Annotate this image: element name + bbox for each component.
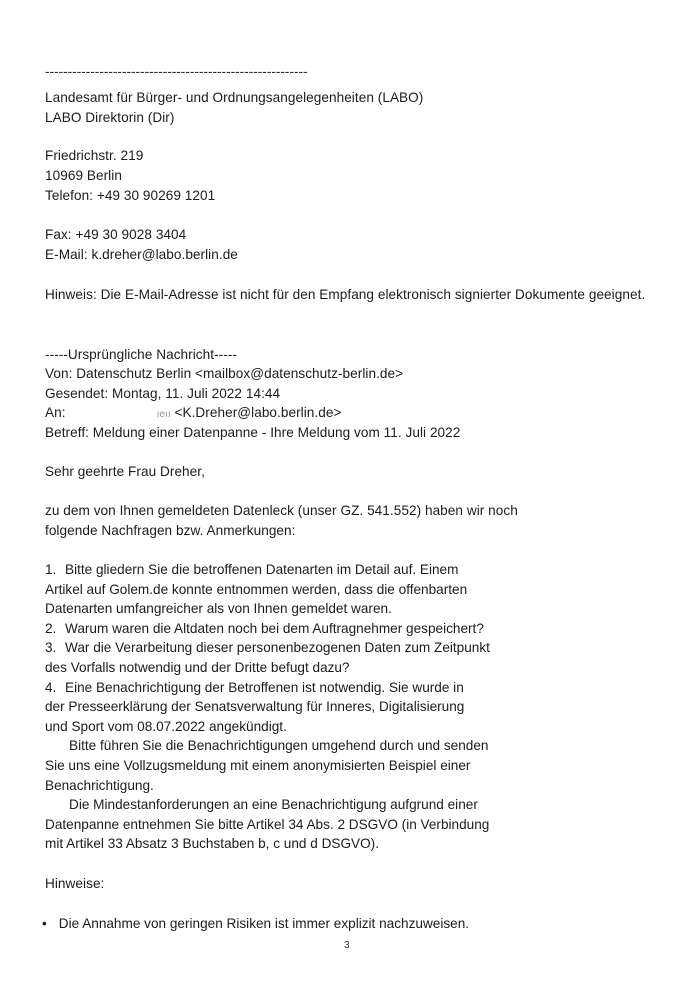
original-subject: Betreff: Meldung einer Datenpanne - Ihre Meldung vom 11. Juli 2022 [45,425,461,440]
original-from: Von: Datenschutz Berlin <mailbox@datenschutz-berlin.de> [45,366,404,381]
original-to-address: <K.Dreher@labo.berlin.de> [174,405,342,420]
original-sent: Gesendet: Montag, 11. Juli 2022 14:44 [45,386,281,401]
sender-street: Friedrichstr. 219 [45,148,144,163]
intro-line-1: zu dem von Ihnen gemeldeten Datenleck (unser GZ. 541.552) haben wir noch [45,503,518,518]
original-message-heading: -----Ursprüngliche Nachricht----- [45,347,237,362]
email-notice: Hinweis: Die E-Mail-Adresse ist nicht für den Empfang elektronisch signierter Dokumente geeignet. [45,287,646,302]
page-number: 3 [344,940,350,951]
sender-email: E-Mail: k.dreher@labo.berlin.de [45,247,238,262]
requirements-paragraph: Die Mindestanforderungen an eine Benachrichtigung aufgrund einer [69,797,478,813]
question-list: 1. Bitte gliedern Sie die betroffenen Datenarten im Detail auf. Einem Artikel auf Golem.de konnte entnommen werden, dass die offenbarten Datenarten umfangreicher als von Ihnen gemeldet waren. 2. Warum waren die Altdaten noch bei dem Auftragnehmer gespeichert? 3. War die Verarbeitung dieser personenbezogenen Daten zum Zeitpunkt des Vorfalls notwendig und der Dritte befugt dazu? 4. Eine Benachrichtigung der Betroffenen ist notwendig. Sie wurde in der Presseerklärung der Senatsverwaltung für Inneres, Digitalisierung und Sport vom 08.07.2022 angekündigt. Bitte führen Sie die Benachrichtigungen umgehend durch und senden Sie uns eine Vollzugsmeldung mit einem anonymisierten Beispiel einer Benachrichtigung. Die Mindestanforderungen an eine Benachrichtigung aufgrund einer Datenpanne entnehmen Sie bitte Artikel 34 Abs. 2 DSGVO (in Verbindung mit Artikel 33 Absatz 3 Buchstaben b, c und d DSGVO). [45,560,515,854]
sender-fax: Fax: +49 30 9028 3404 [45,227,187,242]
hint-text: Die Annahme von geringen Risiken ist immer explizit nachzuweisen. [58,916,470,931]
bullet-dot: • [42,916,47,931]
hint-bullet [42,914,469,934]
salutation: Sehr geehrte Frau Dreher, [45,464,205,479]
list-item-4: 4. Eine Benachrichtigung der Betroffenen ist notwendig. Sie wurde in [45,679,464,695]
list-item-1: 1. Bitte gliedern Sie die betroffenen Datenarten im Detail auf. Einem [45,562,459,577]
sender-role: LABO Direktorin (Dir) [45,110,175,125]
sender-phone: Telefon: +49 30 90269 1201 [45,188,216,203]
followup-paragraph: Bitte führen Sie die Benachrichtigungen umgehend durch und senden [69,738,489,754]
hints-heading: Hinweise: [45,876,105,891]
separator-line: ---------------------------------------------------------- [45,64,308,79]
intro-line-2: folgende Nachfragen bzw. Anmerkungen: [45,523,296,538]
list-item-2: 2. Warum waren die Altdaten noch bei dem Auftragnehmer gespeichert? [45,620,484,636]
sender-city: 10969 Berlin [45,168,122,183]
redacted-fragment: ıeıı [156,409,171,420]
sender-org: Landesamt für Bürger- und Ordnungsangelegenheiten (LABO) [45,90,424,105]
original-to-label: An: [45,405,66,420]
list-item-3: 3. War die Verarbeitung dieser personenbezogenen Daten zum Zeitpunkt [45,640,490,656]
original-to [45,403,341,425]
